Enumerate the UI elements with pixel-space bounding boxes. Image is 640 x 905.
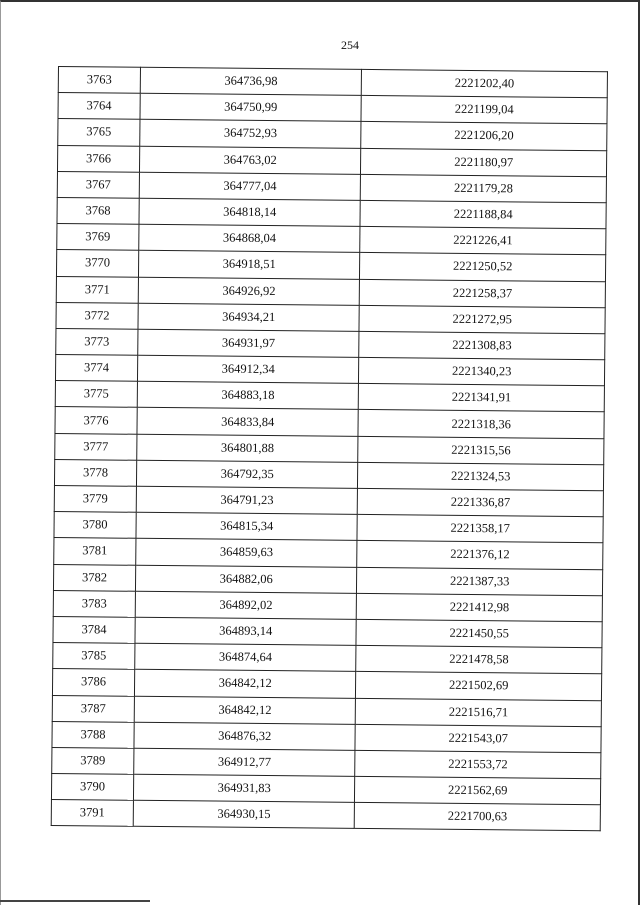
y-coordinate-cell: 2221358,17: [357, 515, 603, 544]
point-number-cell: 3777: [55, 433, 137, 460]
y-coordinate-cell: 2221562,69: [355, 776, 601, 805]
y-coordinate-cell: 2221202,40: [362, 69, 608, 98]
y-coordinate-cell: 2221199,04: [361, 96, 607, 125]
point-number-cell: 3772: [56, 302, 138, 329]
y-coordinate-cell: 2221502,69: [356, 672, 602, 701]
point-number-cell: 3763: [58, 67, 140, 94]
point-number-cell: 3764: [58, 93, 140, 120]
point-number-cell: 3773: [56, 328, 138, 355]
x-coordinate-cell: 364777,04: [139, 172, 361, 200]
x-coordinate-cell: 364736,98: [140, 67, 362, 95]
table-row: [51, 800, 600, 831]
point-number-cell: 3771: [56, 276, 138, 303]
y-coordinate-cell: 2221258,37: [360, 279, 606, 308]
x-coordinate-cell: 364892,02: [135, 591, 357, 619]
point-number-cell: 3766: [57, 145, 139, 172]
x-coordinate-cell: 364883,18: [137, 382, 359, 410]
y-coordinate-cell: 2221250,52: [360, 253, 606, 282]
y-coordinate-cell: 2221553,72: [355, 750, 601, 779]
y-coordinate-cell: 2221387,33: [357, 567, 603, 596]
point-number-cell: 3788: [52, 721, 134, 748]
x-coordinate-cell: 364842,12: [134, 696, 356, 724]
x-coordinate-cell: 364931,83: [133, 774, 355, 802]
x-coordinate-cell: 364801,88: [137, 434, 359, 462]
point-number-cell: 3784: [53, 616, 135, 643]
point-number-cell: 3783: [53, 590, 135, 617]
point-number-cell: 3776: [55, 407, 137, 434]
point-number-cell: 3787: [52, 695, 134, 722]
y-coordinate-cell: 2221226,41: [360, 227, 606, 256]
point-number-cell: 3770: [56, 250, 138, 277]
y-coordinate-cell: 2221516,71: [355, 698, 601, 727]
point-number-cell: 3774: [55, 355, 137, 382]
x-coordinate-cell: 364934,21: [138, 303, 360, 331]
y-coordinate-cell: 2221179,28: [361, 174, 607, 203]
coordinates-table-body: [51, 67, 607, 832]
point-number-cell: 3769: [57, 224, 139, 251]
x-coordinate-cell: 364792,35: [136, 460, 358, 488]
y-coordinate-cell: 2221376,12: [357, 541, 603, 570]
point-number-cell: 3775: [55, 381, 137, 408]
x-coordinate-cell: 364842,12: [134, 670, 356, 698]
point-number-cell: 3786: [52, 669, 134, 696]
x-coordinate-cell: 364752,93: [140, 120, 362, 148]
point-number-cell: 3782: [53, 564, 135, 591]
y-coordinate-cell: 2221412,98: [356, 593, 602, 622]
x-coordinate-cell: 364912,77: [134, 748, 356, 776]
page-edge-line: [0, 900, 150, 902]
x-coordinate-cell: 364930,15: [133, 801, 355, 829]
point-number-cell: 3789: [52, 747, 134, 774]
point-number-cell: 3785: [53, 643, 135, 670]
y-coordinate-cell: 2221341,91: [359, 384, 605, 413]
x-coordinate-cell: 364868,04: [139, 224, 361, 252]
y-coordinate-cell: 2221543,07: [355, 724, 601, 753]
y-coordinate-cell: 2221318,36: [358, 410, 604, 439]
point-number-cell: 3767: [57, 171, 139, 198]
y-coordinate-cell: 2221206,20: [361, 122, 607, 151]
point-number-cell: 3765: [58, 119, 140, 146]
x-coordinate-cell: 364931,97: [138, 329, 360, 357]
x-coordinate-cell: 364926,92: [138, 277, 360, 305]
x-coordinate-cell: 364876,32: [134, 722, 356, 750]
y-coordinate-cell: 2221315,56: [358, 436, 604, 465]
x-coordinate-cell: 364859,63: [136, 539, 358, 567]
point-number-cell: 3780: [54, 512, 136, 539]
point-number-cell: 3778: [54, 459, 136, 486]
y-coordinate-cell: 2221180,97: [361, 148, 607, 177]
x-coordinate-cell: 364882,06: [135, 565, 357, 593]
point-number-cell: 3768: [57, 197, 139, 224]
x-coordinate-cell: 364750,99: [140, 93, 362, 121]
x-coordinate-cell: 364818,14: [139, 198, 361, 226]
x-coordinate-cell: 364815,34: [136, 512, 358, 540]
page-number: 254: [341, 38, 359, 52]
y-coordinate-cell: 2221272,95: [359, 305, 605, 334]
y-coordinate-cell: 2221324,53: [358, 462, 604, 491]
y-coordinate-cell: 2221340,23: [359, 357, 605, 386]
point-number-cell: 3790: [51, 774, 133, 801]
point-number-cell: 3781: [54, 538, 136, 565]
y-coordinate-cell: 2221188,84: [360, 200, 606, 229]
y-coordinate-cell: 2221308,83: [359, 331, 605, 360]
x-coordinate-cell: 364918,51: [138, 251, 360, 279]
x-coordinate-cell: 364912,34: [137, 355, 359, 383]
x-coordinate-cell: 364833,84: [137, 408, 359, 436]
y-coordinate-cell: 2221450,55: [356, 619, 602, 648]
x-coordinate-cell: 364874,64: [135, 643, 357, 671]
y-coordinate-cell: 2221336,87: [358, 488, 604, 517]
x-coordinate-cell: 364763,02: [139, 146, 361, 174]
x-coordinate-cell: 364893,14: [135, 617, 357, 645]
coordinates-table: [51, 66, 608, 832]
point-number-cell: 3779: [54, 485, 136, 512]
y-coordinate-cell: 2221700,63: [354, 803, 600, 832]
x-coordinate-cell: 364791,23: [136, 486, 358, 514]
point-number-cell: 3791: [51, 800, 133, 827]
y-coordinate-cell: 2221478,58: [356, 646, 602, 675]
